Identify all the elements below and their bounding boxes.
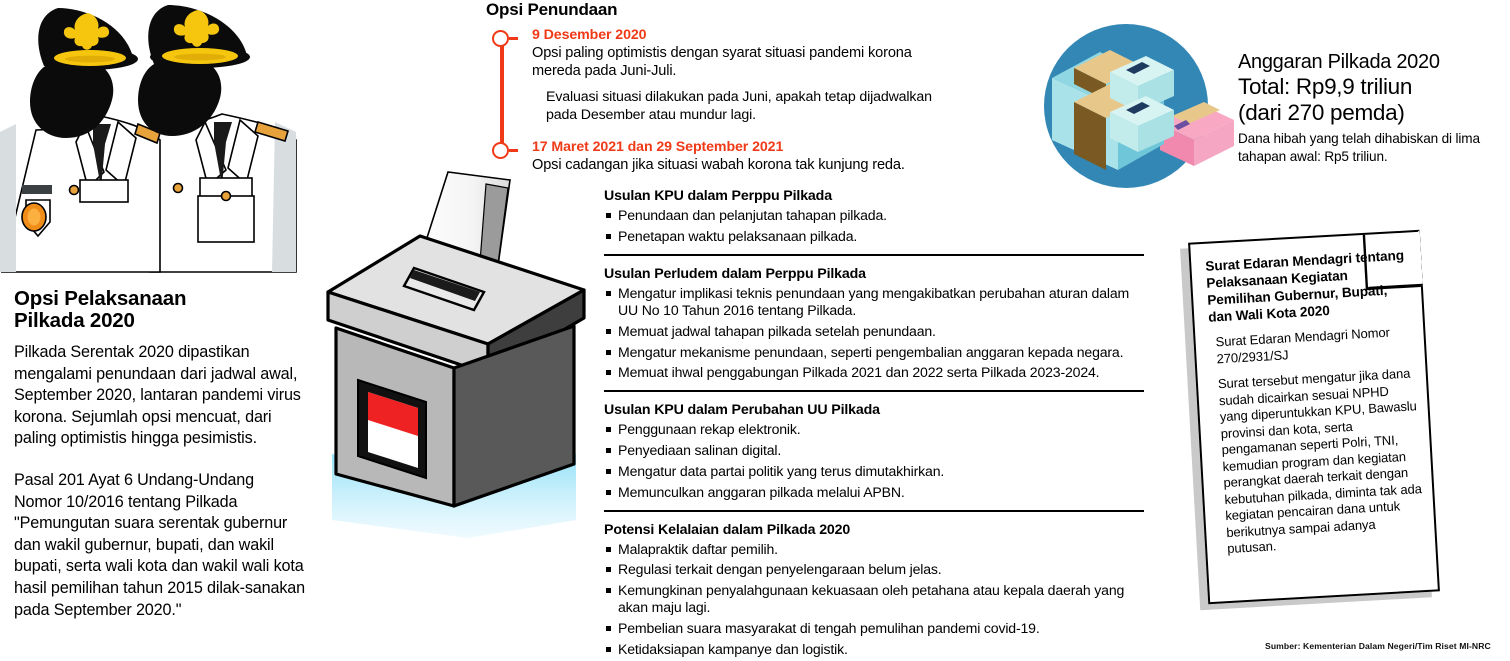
law-quote-paragraph: Pasal 201 Ayat 6 Undang-Undang Nomor 10/2016 tentang Pilkada "Pemungutan suara serentak gubernur dan wakil gubernur, bupati, dan wakil bupati, serta wali kota dan wakil wali kota hasil pemilihan tahun 2015 dilak-sanakan pada September 2020." (14, 470, 305, 619)
section-divider (604, 254, 1144, 256)
timeline-body: Opsi cadangan jika situasi wabah korona tak kunjung reda. (532, 157, 905, 173)
section-heading: Usulan KPU dalam Perubahan UU Pilkada (604, 402, 880, 419)
document-body: Surat tersebut mengatur jika dana sudah dicairkan sesuai NPHD yang diperuntukkan KPU, Bawaslu provinsi dan kota, serta pengamanan seperti Polri, TNI, kemudian program dan kegiatan perangkat daerah terkait dengan kebutuhan pilkada, diminta tak ada kegiatan pencairan dana untuk berikutnya sampai adanya putusan. (1217, 365, 1423, 557)
budget-label: Anggaran Pilkada 2020 (1238, 51, 1440, 73)
intro-paragraph: Pilkada Serentak 2020 dipastikan mengalami penundaan dari jadwal awal, September 2020, lantaran pandemi virus korona. Sejumlah opsi mencuat, dari paling optimistis hingga pesimistis. (14, 343, 301, 448)
list-item: Regulasi terkait dengan penyelengaraan belum jelas. (604, 561, 1148, 578)
section-heading: Usulan Perludem dalam Perppu Pilkada (604, 265, 866, 282)
list-item: Pembelian suara masyarakat di tengah pemulihan pandemi covid-19. (604, 620, 1148, 637)
budget-total: Total: Rp9,9 triliun (1238, 74, 1413, 99)
budget-scope: (dari 270 pemda) (1238, 100, 1405, 125)
proposals-list-column (604, 188, 1148, 661)
section-potensi-kelalaian (604, 522, 1148, 658)
timeline-title: Opsi Penundaan (486, 0, 618, 19)
section-heading: Potensi Kelalaian dalam Pilkada 2020 (604, 521, 851, 538)
source-credit: Sumber: Kementerian Dalam Negeri/Tim Riset MI-NRC (1265, 641, 1491, 651)
section-usulan-kpu-perppu (604, 188, 1148, 245)
document-number: Surat Edaran Mendagri Nomor 270/2931/SJ (1215, 324, 1391, 366)
list-item: Mengatur implikasi teknis penundaan yang mengakibatkan perubahan aturan dalam UU No 10 Tahun 2016 tentang Pilkada. (604, 285, 1148, 319)
document-paper (1188, 230, 1440, 604)
surat-edaran-document (1186, 228, 1454, 618)
list-item: Memuat ihwal penggabungan Pilkada 2021 dan 2022 serta Pilkada 2023-2024. (604, 364, 1148, 381)
list-item: Penyediaan salinan digital. (604, 442, 1148, 459)
ballot-box-illustration (318, 168, 608, 538)
timeline-item (532, 139, 952, 175)
page-title (14, 288, 306, 332)
list-item: Kemungkinan penyalahgunaan kekuasaan oleh petahana atau kepala daerah yang akan maju lagi. (604, 582, 1148, 616)
section-bullet-list (604, 207, 1148, 245)
timeline-node-1 (492, 30, 509, 47)
document-text (1205, 246, 1425, 557)
section-divider (604, 390, 1144, 392)
timeline-date: 9 Desember 2020 (532, 27, 647, 43)
timeline-item (532, 27, 952, 124)
section-usulan-perludem (604, 266, 1148, 382)
section-bullet-list (604, 541, 1148, 658)
timeline-body: Opsi paling optimistis dengan syarat situasi pandemi korona mereda pada Juni-Juli. (532, 45, 912, 79)
section-bullet-list (604, 421, 1148, 500)
timeline-dash-2 (509, 149, 518, 152)
document-title: Surat Edaran Mendagri tentang Pelaksanaan Kegiatan Pemilihan Gubernur, Bupati, dan Wali Kota 2020 (1205, 247, 1405, 325)
section-heading: Usulan KPU dalam Perppu Pilkada (604, 188, 832, 204)
list-item: Mengatur data partai politik yang terus dimutakhirkan. (604, 463, 1148, 480)
page-title-line2: Pilkada 2020 (14, 309, 135, 332)
budget-note: Dana hibah yang telah dihabiskan di lima tahapan awal: Rp5 triliun. (1238, 131, 1480, 164)
list-item: Memunculkan anggaran pilkada melalui APBN. (604, 484, 1148, 501)
timeline-dash-1 (509, 37, 518, 40)
left-text-block (14, 288, 306, 621)
list-item: Penggunaan rekap elektronik. (604, 421, 1148, 438)
timeline-subnote: Evaluasi situasi dilakukan pada Juni, apakah tetap dijadwalkan pada Desember atau mundur lagi. (546, 89, 932, 123)
list-item: Memuat jadwal tahapan pilkada setelah penundaan. (604, 323, 1148, 340)
list-item: Ketidaksiapan kampanye dan logistik. (604, 641, 1148, 658)
section-bullet-list (604, 285, 1148, 382)
money-stacks-illustration (1014, 20, 1234, 195)
timeline-date: 17 Maret 2021 dan 29 September 2021 (532, 139, 784, 155)
list-item: Malapraktik daftar pemilih. (604, 541, 1148, 558)
section-divider (604, 510, 1144, 512)
list-item: Penetapan waktu pelaksanaan pilkada. (604, 228, 1148, 245)
page-title-line1: Opsi Pelaksanaan (14, 287, 187, 310)
list-item: Penundaan dan pelanjutan tahapan pilkada. (604, 207, 1148, 224)
budget-block (1238, 50, 1506, 165)
list-item: Mengatur mekanisme penundaan, seperti pengembalian anggaran kepada negara. (604, 344, 1148, 361)
penundaan-timeline (484, 0, 954, 173)
section-usulan-kpu-perubahan-uu (604, 402, 1148, 500)
timeline-rail (500, 38, 504, 150)
two-officials-illustration (0, 0, 300, 290)
timeline-node-2 (492, 142, 509, 159)
